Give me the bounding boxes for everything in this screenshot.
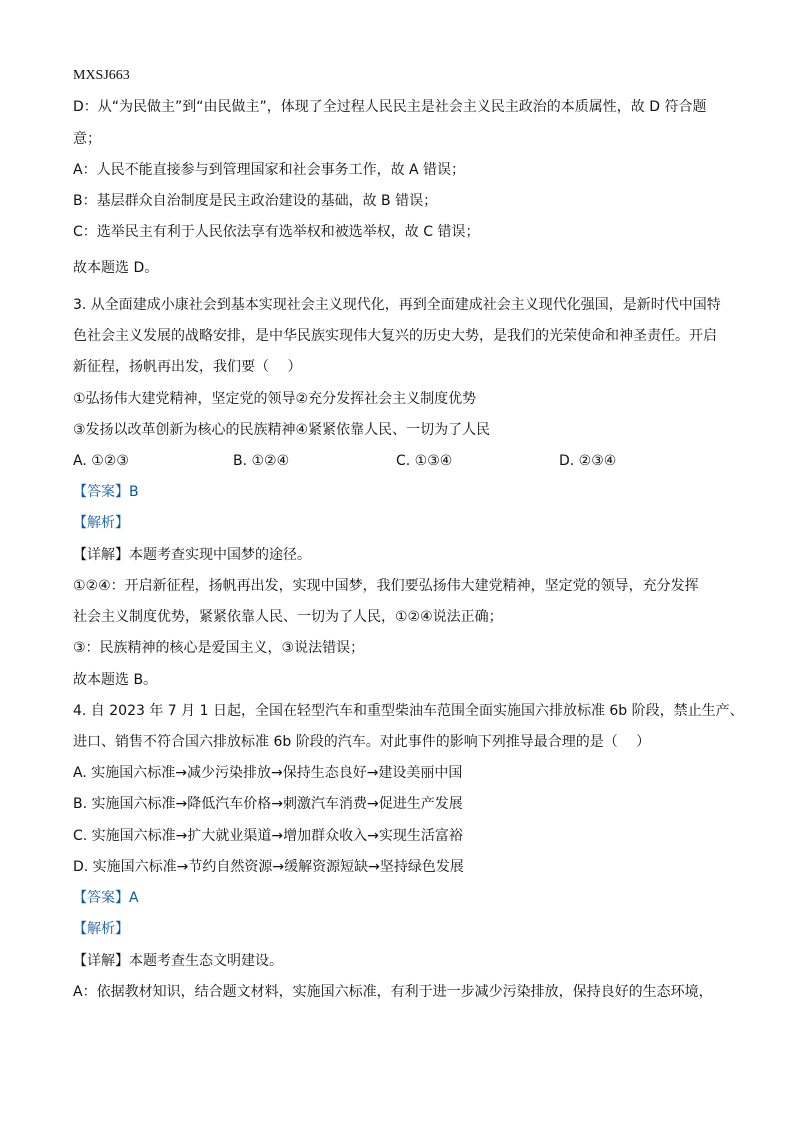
q4-stem-line: 4. 自 2023 年 7 月 1 日起，全国在轻型汽车和重型柴油车范围全面实施国六排放标准 6b 阶段，禁止生产、 — [73, 703, 744, 719]
q3-option-a: A. ①②③ — [73, 453, 129, 469]
q3-item-line: ③发扬以改革创新为核心的民族精神④紧紧依靠人民、一切为了人民 — [73, 422, 491, 438]
q4-analysis-heading: 【解析】 — [73, 921, 129, 937]
q2-conclusion: 故本题选 D。 — [73, 260, 159, 276]
q3-stem-line: 3. 从全面建成小康社会到基本实现社会主义现代化，再到全面建成社会主义现代化强国，是新时代中国特 — [73, 297, 721, 313]
q4-option-a: A. 实施国六标准→减少污染排放→保持生态良好→建设美丽中国 — [73, 765, 463, 781]
q2-option-c-explanation: C：选举民主有利于人民依法享有选举权和被选举权，故 C 错误； — [73, 224, 480, 240]
q2-option-a-explanation: A：人民不能直接参与到管理国家和社会事务工作，故 A 错误； — [73, 162, 466, 178]
q3-explanation-line: ③：民族精神的核心是爱国主义，③说法错误； — [73, 640, 365, 656]
q4-option-d: D. 实施国六标准→节约自然资源→缓解资源短缺→坚持绿色发展 — [73, 859, 464, 875]
q3-option-d: D. ②③④ — [559, 453, 617, 469]
q3-explanation-line: 社会主义制度优势，紧紧依靠人民、一切为了人民，①②④说法正确； — [73, 609, 503, 625]
q2-option-d-explanation: D：从“为民做主”到“由民做主”，体现了全过程人民民主是社会主义民主政治的本质属性，故 D 符合题 — [73, 99, 707, 115]
q2-option-d-explanation-cont: 意； — [73, 131, 101, 147]
q3-option-b: B. ①②④ — [233, 453, 290, 469]
q3-detail-heading: 【详解】本题考查实现中国梦的途径。 — [73, 547, 311, 563]
q3-option-c: C. ①③④ — [396, 453, 453, 469]
q2-option-b-explanation: B：基层群众自治制度是民主政治建设的基础，故 B 错误； — [73, 193, 438, 209]
q3-stem-line: 新征程，扬帆再出发，我们要（ ） — [73, 359, 302, 375]
q4-stem-line: 进口、销售不符合国六排放标准 6b 阶段的汽车。对此事件的影响下列推导最合理的是（ ） — [73, 734, 651, 750]
document-code: MXSJ663 — [73, 68, 130, 83]
q4-explanation-line: A：依据教材知识，结合题文材料，实施国六标准，有利于进一步减少污染排放，保持良好的生态环境， — [73, 984, 713, 1000]
q4-answer: 【答案】A — [73, 890, 139, 906]
q3-analysis-heading: 【解析】 — [73, 515, 129, 531]
q4-detail-heading: 【详解】本题考查生态文明建设。 — [73, 953, 283, 969]
q4-option-b: B. 实施国六标准→降低汽车价格→刺激汽车消费→促进生产发展 — [73, 796, 463, 812]
q3-stem-line: 色社会主义发展的战略安排，是中华民族实现伟大复兴的历史大势，是我们的光荣使命和神圣责任。开启 — [73, 328, 717, 344]
q3-conclusion: 故本题选 B。 — [73, 672, 158, 688]
q3-explanation-line: ①②④：开启新征程，扬帆再出发，实现中国梦，我们要弘扬伟大建党精神，坚定党的领导，充分发挥 — [73, 578, 699, 594]
q3-answer: 【答案】B — [73, 484, 139, 500]
q3-item-line: ①弘扬伟大建党精神，坚定党的领导②充分发挥社会主义制度优势 — [73, 391, 477, 407]
q3-options — [73, 451, 713, 471]
q4-option-c: C. 实施国六标准→扩大就业渠道→增加群众收入→实现生活富裕 — [73, 828, 463, 844]
